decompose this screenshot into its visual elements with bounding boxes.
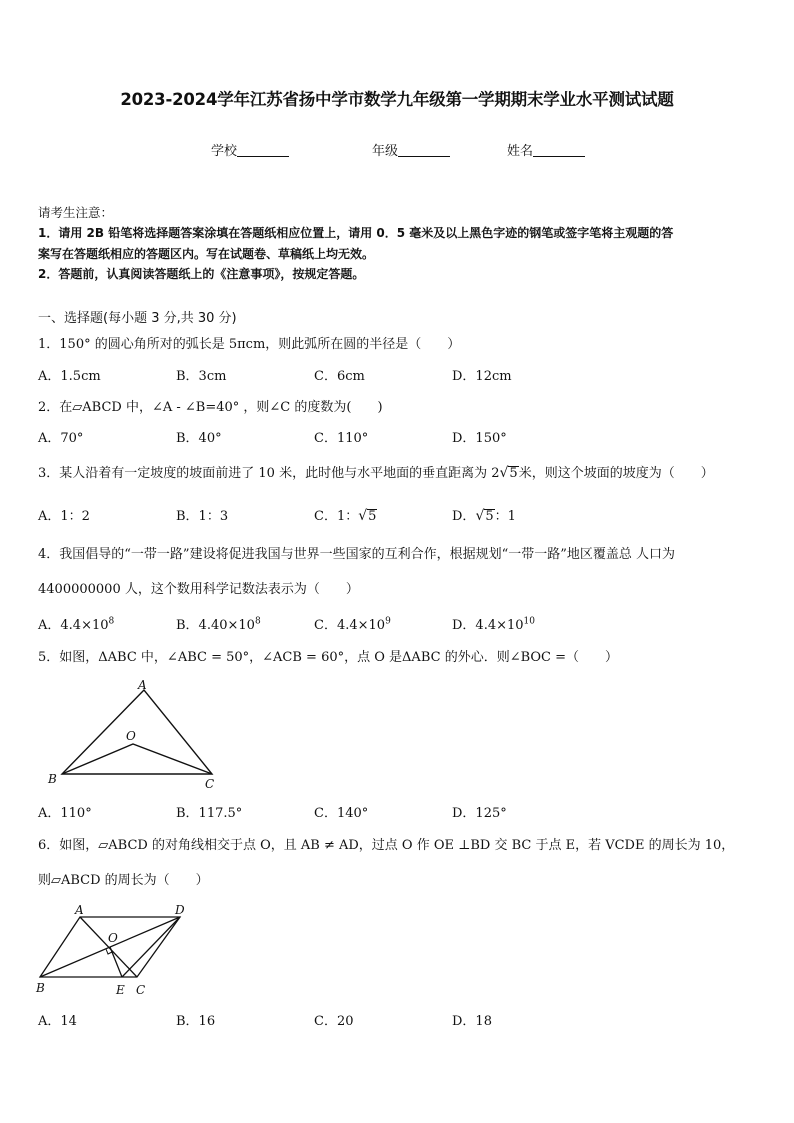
- notice-line-1a: 1．请用 2B 铅笔将选择题答案涂填在答题纸相应位置上，请用 0．5 毫米及以上黑色字迹的钢笔或签字笔将主观题的答: [38, 226, 674, 240]
- q3-option-c-text: C．1：: [314, 509, 359, 524]
- notice-line-1b: 案写在答题纸相应的答题区内。写在试题卷、草稿纸上均无效。: [38, 247, 375, 261]
- q1-option-d[interactable]: D．12cm: [452, 369, 512, 384]
- q3-option-d-radicand: 5: [485, 509, 494, 524]
- q3-option-c[interactable]: C．1：√5: [314, 508, 377, 524]
- question-5-stem: 5．如图，ΔABC 中，∠ABC = 50°，∠ACB = 60°，点 O 是ΔABC 的外心．则∠BOC =（ ）: [38, 650, 619, 665]
- question-4-stem-line-2: 4400000000 人，这个数用科学记数法表示为（ ）: [38, 582, 359, 597]
- segments-bo-oc: [62, 744, 212, 774]
- question-6-stem-line-1: 6．如图，▱ABCD 的对角线相交于点 O，且 AB ≠ AD，过点 O 作 OE ⊥BD 交 BC 于点 E，若 VCDE 的周长为 10，: [38, 838, 735, 853]
- q2-option-d[interactable]: D．150°: [452, 431, 507, 446]
- q4-option-a[interactable]: [38, 614, 114, 633]
- name-field[interactable]: [507, 140, 585, 159]
- label-d: D: [175, 903, 185, 917]
- page-title: 2023-2024学年江苏省扬中学市数学九年级第一学期期末学业水平测试试题: [120, 90, 674, 109]
- label-c: C: [136, 983, 146, 997]
- label-a: A: [75, 903, 84, 917]
- q4-option-d[interactable]: [452, 614, 535, 633]
- school-field[interactable]: [211, 140, 289, 159]
- q3-option-d-text: D．: [452, 509, 476, 524]
- q3-radicand: 5: [509, 466, 518, 481]
- q1-option-c[interactable]: C．6cm: [314, 369, 365, 384]
- notice-heading: 请考生注意：: [38, 205, 114, 220]
- q6-option-a[interactable]: A．14: [38, 1014, 77, 1029]
- segment-de: [122, 917, 180, 977]
- label-e: E: [116, 983, 125, 997]
- q5-option-d[interactable]: D．125°: [452, 806, 507, 821]
- section-heading: 一、选择题(每小题 3 分,共 30 分): [38, 311, 237, 326]
- q5-option-b[interactable]: B．117.5°: [176, 806, 243, 821]
- q5-option-a[interactable]: A．110°: [38, 806, 92, 821]
- q4-option-b-text: B．4.40×10: [176, 618, 255, 633]
- triangle-abc: [62, 690, 212, 774]
- label-o: O: [126, 729, 136, 743]
- q3-stem-post: 米，则这个坡面的坡度为（ ）: [518, 466, 714, 481]
- q6-option-c[interactable]: C．20: [314, 1014, 354, 1029]
- q6-option-d[interactable]: D．18: [452, 1014, 492, 1029]
- question-4-stem-line-1: 4．我国倡导的“一带一路”建设将促进我国与世界一些国家的互利合作，根据规划“一带一路”地区覆盖总 人口为: [38, 547, 675, 562]
- label-b: B: [48, 772, 57, 786]
- question-1-stem: 1．150° 的圆心角所对的弧长是 5πcm，则此弧所在圆的半径是（ ）: [38, 337, 461, 352]
- q1-option-a[interactable]: A．1.5cm: [38, 369, 101, 384]
- school-label: 学校: [211, 144, 238, 159]
- q4-option-d-text: D．4.4×10: [452, 618, 524, 633]
- label-b: B: [36, 981, 45, 995]
- question-3-stem: 3．某人沿着有一定坡度的坡面前进了 10 米，此时他与水平地面的垂直距离为 2√5米，则这个坡面的坡度为（ ）: [38, 465, 714, 481]
- parallelogram-abcd-figure: [30, 902, 200, 1000]
- notice-line-2: 2．答题前，认真阅读答题纸上的《注意事项》，按规定答题。: [38, 267, 365, 281]
- q2-option-c[interactable]: C．110°: [314, 431, 369, 446]
- q4-option-c[interactable]: [314, 614, 391, 633]
- q6-option-b[interactable]: B．16: [176, 1014, 216, 1029]
- label-a: A: [138, 678, 147, 692]
- grade-label: 年级: [372, 144, 399, 159]
- q3-option-a[interactable]: A．1：2: [38, 509, 90, 524]
- q3-option-d[interactable]: D．√5：1: [452, 508, 516, 524]
- q4-option-a-exp: 8: [108, 616, 115, 627]
- q3-option-b[interactable]: B．1：3: [176, 509, 229, 524]
- q2-option-b[interactable]: B．40°: [176, 431, 222, 446]
- question-2-stem: 2．在▱ABCD 中，∠A - ∠B=40° ，则∠C 的度数为( ): [38, 400, 383, 415]
- q3-stem-pre: 3．某人沿着有一定坡度的坡面前进了 10 米，此时他与水平地面的垂直距离为 2: [38, 466, 500, 481]
- triangle-abc-figure: [40, 676, 230, 794]
- name-label: 姓名: [507, 144, 534, 159]
- q3-option-c-radicand: 5: [368, 509, 377, 524]
- q4-option-b-exp: 8: [254, 616, 261, 627]
- question-6-stem-line-2: 则▱ABCD 的周长为（ ）: [38, 873, 209, 888]
- q1-option-b[interactable]: B．3cm: [176, 369, 227, 384]
- grade-field[interactable]: [372, 140, 450, 159]
- q4-option-a-text: A．4.4×10: [38, 618, 109, 633]
- q5-option-c[interactable]: C．140°: [314, 806, 369, 821]
- label-c: C: [205, 777, 215, 791]
- q4-option-c-exp: 9: [385, 616, 391, 627]
- q4-option-b[interactable]: [176, 614, 261, 633]
- q4-option-c-text: C．4.4×10: [314, 618, 386, 633]
- q3-option-d-suffix: ：1: [494, 509, 516, 524]
- segment-oe: [110, 947, 122, 977]
- label-o: O: [108, 931, 118, 945]
- q4-option-d-exp: 10: [523, 616, 535, 627]
- q2-option-a[interactable]: A．70°: [38, 431, 84, 446]
